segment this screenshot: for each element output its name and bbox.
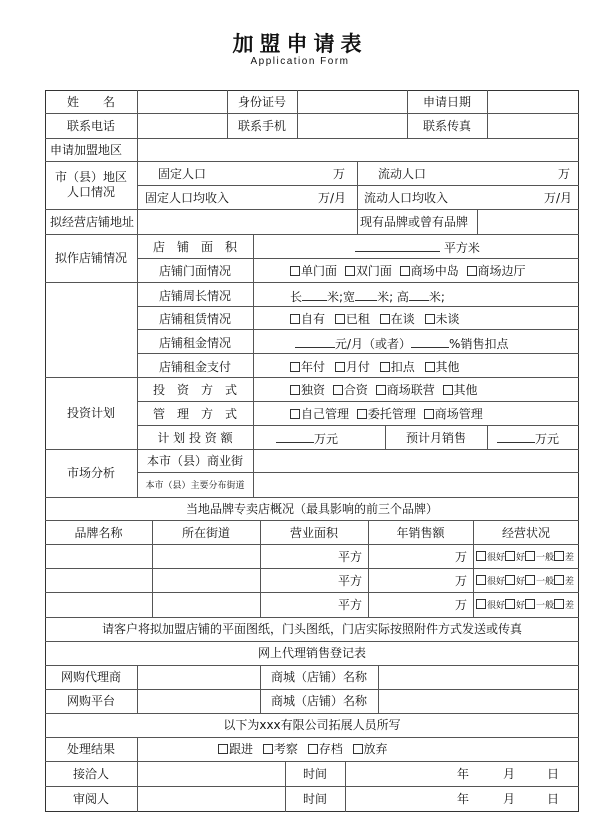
column-business-status: 经营状况 <box>501 526 550 540</box>
rent-amount-values: 元/月（或者） %销售扣点 <box>295 336 508 351</box>
label-time-1: 时间 <box>302 767 327 781</box>
label-fixed-income: 固定人口均收入 <box>145 191 230 205</box>
checkbox[interactable] <box>380 362 390 372</box>
row-divider <box>137 353 579 354</box>
label-market-analysis: 市场分析 <box>66 466 115 480</box>
row-divider <box>45 520 579 521</box>
label-rent-payment: 店铺租金支付 <box>158 360 231 374</box>
label-investment-mode: 投 资 方 式 <box>152 383 237 397</box>
label-rent-amount: 店铺租金情况 <box>158 336 231 350</box>
label-id-number: 身份证号 <box>237 95 286 109</box>
row-divider <box>45 568 579 569</box>
checkbox[interactable] <box>554 599 564 609</box>
label-population-1: 市（县）地区 <box>54 170 127 184</box>
brand-section-title: 当地品牌专卖店概况（最具影响的前三个品牌） <box>185 502 438 516</box>
label-store-area: 店 铺 面 积 <box>152 240 237 254</box>
row-divider <box>45 161 579 162</box>
col-divider <box>137 161 138 497</box>
row-divider <box>45 761 579 762</box>
form-subtitle: Application Form <box>250 56 350 67</box>
label-result: 处理结果 <box>66 742 115 756</box>
label-store-situation: 拟作店铺情况 <box>54 251 127 265</box>
row-divider <box>45 617 579 618</box>
result-options: 跟进 考察 存档 放弃 <box>218 742 388 756</box>
floating-population-unit: 万 <box>558 167 571 181</box>
staff-section-title: 以下为xxx有限公司拓展人员所写 <box>223 718 401 732</box>
checkbox[interactable] <box>308 744 318 754</box>
checkbox[interactable] <box>335 362 345 372</box>
row-divider <box>45 713 579 714</box>
col-divider <box>137 737 138 812</box>
row-divider <box>45 689 579 690</box>
year-1: 年 <box>457 767 470 781</box>
checkbox[interactable] <box>476 599 486 609</box>
checkbox[interactable] <box>333 385 343 395</box>
label-brands: 现有品牌或曾有品牌 <box>360 215 469 229</box>
row-divider <box>45 786 579 787</box>
fixed-population-unit: 万 <box>333 167 346 181</box>
day-2: 日 <box>547 792 560 806</box>
floating-income-unit: 万/月 <box>544 191 573 205</box>
checkbox[interactable] <box>335 314 345 324</box>
checkbox[interactable] <box>525 575 535 585</box>
label-mall-store-2: 商城（店铺）名称 <box>270 694 367 708</box>
label-fax: 联系传真 <box>422 119 471 133</box>
checkbox[interactable] <box>290 409 300 419</box>
label-population-2: 人口情况 <box>66 185 115 199</box>
row-divider <box>45 737 579 738</box>
label-floating-income: 流动人口均收入 <box>364 191 449 205</box>
store-area-value: 平方米 <box>355 240 480 255</box>
monthly-sales-value: 万元 <box>497 431 559 446</box>
checkbox[interactable] <box>554 551 564 561</box>
brand-row-1-status: 很好 好 一般 差 <box>476 551 574 565</box>
online-section-title: 网上代理销售登记表 <box>257 646 366 660</box>
label-phone: 联系电话 <box>66 119 115 133</box>
checkbox[interactable] <box>525 551 535 561</box>
label-online-platform: 网购平台 <box>66 694 115 708</box>
investment-mode-options: 独资 合资 商场联营 其他 <box>290 383 478 397</box>
row-divider <box>45 377 579 378</box>
col-divider <box>487 90 488 138</box>
checkbox[interactable] <box>505 575 515 585</box>
checkbox[interactable] <box>425 314 435 324</box>
col-divider <box>137 90 138 161</box>
checkbox[interactable] <box>505 551 515 561</box>
label-mobile: 联系手机 <box>237 119 286 133</box>
brand-row-2-area-unit: 平方 <box>338 574 363 588</box>
label-store-perimeter: 店铺周长情况 <box>158 289 231 303</box>
row-divider <box>137 329 579 330</box>
perimeter-values: 长 米;宽 米; 高 米; <box>290 290 445 304</box>
row-divider <box>45 282 579 283</box>
label-fixed-population: 固定人口 <box>157 167 206 181</box>
col-divider <box>253 449 254 497</box>
checkbox[interactable] <box>400 266 410 276</box>
management-mode-options: 自己管理 委托管理 商场管理 <box>290 407 483 421</box>
checkbox[interactable] <box>376 385 386 395</box>
column-annual-sales: 年销售额 <box>396 526 445 540</box>
checkbox[interactable] <box>345 266 355 276</box>
checkbox[interactable] <box>476 575 486 585</box>
brand-row-1-area-unit: 平方 <box>338 550 363 564</box>
col-divider <box>487 425 488 449</box>
checkbox[interactable] <box>424 409 434 419</box>
label-reviewer: 审阅人 <box>72 792 109 806</box>
checkbox[interactable] <box>290 266 300 276</box>
form-title: 加盟申请表 <box>232 31 368 56</box>
rent-payment-options: 年付 月付 扣点 其他 <box>290 360 460 374</box>
checkbox[interactable] <box>218 744 228 754</box>
col-divider <box>137 665 138 713</box>
col-divider <box>378 665 379 713</box>
brand-row-1-sales-unit: 万 <box>455 550 468 564</box>
checkbox[interactable] <box>525 599 535 609</box>
checkbox[interactable] <box>290 314 300 324</box>
label-receiver: 接洽人 <box>72 767 109 781</box>
checkbox[interactable] <box>290 385 300 395</box>
checkbox[interactable] <box>505 599 515 609</box>
row-divider <box>137 401 579 402</box>
column-business-area: 营业面积 <box>289 526 338 540</box>
label-apply-date: 申请日期 <box>422 95 471 109</box>
label-rent-status: 店铺租赁情况 <box>158 312 231 326</box>
label-store-facade: 店铺门面情况 <box>158 264 231 278</box>
day-1: 日 <box>547 767 560 781</box>
year-2: 年 <box>457 792 470 806</box>
col-divider <box>357 209 358 234</box>
column-brand-name: 品牌名称 <box>74 526 123 540</box>
col-divider <box>297 90 298 138</box>
col-divider <box>477 209 478 234</box>
label-commercial-street: 本市（县）商业街 <box>146 454 243 468</box>
brand-row-2-sales-unit: 万 <box>455 574 468 588</box>
row-divider <box>137 425 579 426</box>
brand-row-3-sales-unit: 万 <box>455 598 468 612</box>
label-mall-store-1: 商城（店铺）名称 <box>270 670 367 684</box>
facade-options: 单门面 双门面 商场中岛 商场边厅 <box>290 264 526 278</box>
rent-status-options: 自有 已租 在谈 未谈 <box>290 312 460 326</box>
row-divider <box>137 472 579 473</box>
checkbox[interactable] <box>554 575 564 585</box>
label-region: 申请加盟地区 <box>50 143 123 157</box>
investment-amount-value: 万元 <box>276 431 338 446</box>
row-divider <box>45 497 579 498</box>
label-time-2: 时间 <box>302 792 327 806</box>
checkbox[interactable] <box>380 314 390 324</box>
col-divider <box>345 761 346 812</box>
label-investment-plan: 投资计划 <box>66 406 115 420</box>
brand-row-3-area-unit: 平方 <box>338 598 363 612</box>
brand-row-3-status: 很好 好 一般 差 <box>476 599 574 613</box>
checkbox[interactable] <box>443 385 453 395</box>
row-divider <box>137 306 579 307</box>
checkbox[interactable] <box>353 744 363 754</box>
row-divider <box>137 258 579 259</box>
checkbox[interactable] <box>357 409 367 419</box>
label-online-agent: 网购代理商 <box>60 670 121 684</box>
month-2: 月 <box>503 792 516 806</box>
fixed-income-unit: 万/月 <box>318 191 347 205</box>
label-store-address: 拟经营店铺地址 <box>50 215 135 229</box>
month-1: 月 <box>503 767 516 781</box>
label-name: 姓 名 <box>66 95 115 109</box>
column-street: 所在街道 <box>181 526 230 540</box>
checkbox[interactable] <box>290 362 300 372</box>
label-floating-population: 流动人口 <box>377 167 426 181</box>
row-divider <box>45 665 579 666</box>
row-divider <box>137 185 579 186</box>
row-divider <box>45 544 579 545</box>
col-divider <box>253 234 254 449</box>
brand-row-2-status: 很好 好 一般 差 <box>476 575 574 589</box>
row-divider <box>45 113 579 114</box>
label-investment-amount: 计 划 投 资 额 <box>157 431 233 445</box>
row-divider <box>45 592 579 593</box>
row-divider <box>45 234 579 235</box>
label-monthly-sales: 预计月销售 <box>405 431 466 445</box>
submission-notice: 请客户将拟加盟店铺的平面图纸，门头图纸，门店实际按照附件方式发送或传真 <box>101 622 522 636</box>
row-divider <box>45 138 579 139</box>
checkbox[interactable] <box>476 551 486 561</box>
checkbox[interactable] <box>425 362 435 372</box>
row-divider <box>45 209 579 210</box>
row-divider <box>45 449 579 450</box>
checkbox[interactable] <box>467 266 477 276</box>
checkbox[interactable] <box>263 744 273 754</box>
label-main-streets: 本市（县）主要分布街道 <box>145 481 245 491</box>
row-divider <box>45 641 579 642</box>
label-management-mode: 管 理 方 式 <box>152 407 237 421</box>
